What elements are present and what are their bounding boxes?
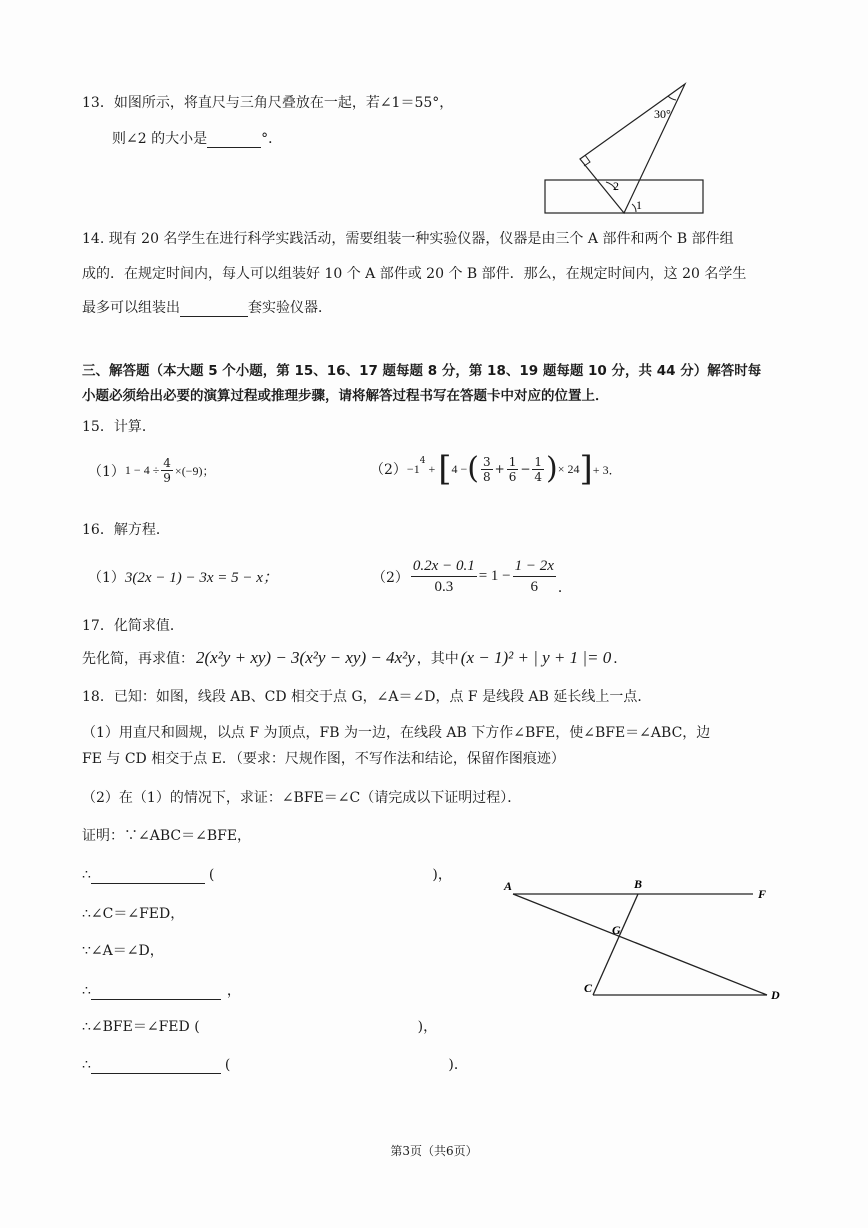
q14-line2: 成的．在规定时间内，每人可以组装好 10 个 A 部件或 20 个 B 部件．那么，在规定时间内，这 20 名学生 (82, 266, 747, 282)
q13-ruler-triangle-figure (540, 78, 710, 220)
q18-proof4 (82, 980, 241, 1000)
q16-frac2 (513, 556, 556, 597)
q16-part1 (88, 566, 278, 587)
q15-frac1 (481, 455, 493, 484)
label-a: A (504, 879, 513, 893)
q15-p1-frac (161, 456, 173, 485)
line-bc (593, 894, 638, 995)
q15-p1-num: 4 (163, 456, 171, 470)
label-d: D (771, 988, 780, 1002)
q18-proof1-blank[interactable] (91, 869, 205, 884)
q15-p1-b: ×(−9)； (174, 464, 215, 478)
q15-part2: （2） −1 $^4$ + [ 4 − ( $\frac{3}{8}$ + $\frac{1}{6}$ − $\frac{1}{4}$ ) × 24 ] + 3． (370, 449, 621, 489)
q15-p2-label: （2） (370, 462, 407, 478)
q18-proof6 (82, 1054, 468, 1074)
q15-part1 (88, 456, 214, 485)
q18-proof5-post: )， (417, 1019, 438, 1035)
q18-proof6-paren-close: )． (448, 1057, 468, 1073)
q18-proof4-therefore: ∴ (82, 983, 91, 999)
q13-line2 (112, 128, 282, 148)
q13-line1: 13．如图所示，将直尺与三角尺叠放在一起，若∠1＝55°， (82, 95, 454, 111)
q16-p1-label: （1） (88, 570, 125, 586)
q15-frac2 (507, 455, 519, 484)
q15-frac2-den: 6 (508, 469, 517, 484)
q15-frac3-num: 1 (534, 454, 543, 469)
line-ad (513, 894, 767, 995)
q15-frac3-den: 4 (534, 469, 543, 484)
q17-title: 17．化简求值． (82, 618, 184, 634)
q18-line3: FE 与 CD 相交于点 E．（要求：尺规作图，不写作法和结论，保留作图痕迹） (82, 751, 565, 767)
q15-bracket-close: ] (579, 449, 593, 489)
q16-frac2-num: 1 − 2x (513, 556, 556, 577)
page-footer: 第3页（共6页） (390, 1144, 478, 1158)
label-f: F (758, 887, 767, 901)
q15-p2-c: 4 − (451, 461, 468, 476)
q15-p1-a: 1 − 4 ÷ (124, 463, 160, 477)
q16-p2-label: （2） (372, 569, 409, 586)
q18-proof1-paren-open: ( (208, 867, 215, 883)
q14-line3 (82, 297, 332, 317)
q15-p2-d: × 24 (557, 461, 580, 476)
q18-proof1-therefore: ∴ (82, 867, 91, 883)
q14-answer-blank[interactable] (180, 302, 248, 317)
q18-proof4-post: ， (226, 983, 241, 999)
section3-line2: 小题必须给出必要的演算过程或推理步骤，请将解答过程书写在答题卡中对应的位置上． (82, 388, 609, 404)
q18-line2: （1）用直尺和圆规，以点 F 为顶点，FB 为一边，在线段 AB 下方作∠BFE，使∠BFE＝∠ABC，边 (82, 725, 711, 741)
q17-end: ． (613, 651, 628, 667)
q14-line3-pre: 最多可以组装出 (82, 300, 180, 316)
q15-title: 15．计算． (82, 419, 156, 435)
q16-frac2-den: 6 (530, 579, 539, 595)
q15-p2-b: + (428, 461, 436, 476)
q16-mid: = 1 − (478, 568, 511, 584)
q18-proof6-paren-open: ( (224, 1057, 231, 1073)
q15-frac1-den: 8 (482, 469, 491, 484)
angle-1-label: 1 (636, 198, 642, 212)
q18-line4: （2）在（1）的情况下，求证：∠BFE＝∠C（请完成以下证明过程）． (82, 790, 522, 806)
q15-bracket-open: [ (438, 449, 452, 489)
q18-proof0: 证明：∵∠ABC＝∠BFE， (82, 828, 252, 844)
q17-cond: (x − 1)² + | y + 1 |= 0 (460, 648, 612, 667)
q17-mid: ，其中 (416, 651, 459, 667)
q13-answer-blank[interactable] (207, 133, 261, 148)
triangle-shape (580, 84, 685, 213)
q13-line2-pre: 则∠2 的大小是 (112, 131, 208, 147)
q16-frac1-den: 0.3 (434, 579, 454, 595)
q15-p1-den: 9 (163, 471, 171, 485)
q17-expr: 2(x²y + xy) − 3(x²y − xy) − 4x²y (196, 648, 415, 667)
q15-frac3 (532, 455, 544, 484)
section3-line1: 三、解答题（本大题 5 个小题，第 15、16、17 题每题 8 分，第 18、19 题每题 10 分，共 44 分）解答时每 (82, 363, 762, 379)
q18-geometry-figure (495, 874, 795, 1006)
q16-title: 16．解方程． (82, 522, 170, 538)
q15-paren-close: ) (546, 451, 558, 486)
q15-frac2-num: 1 (508, 454, 517, 469)
q15-p2-e: + 3． (592, 462, 621, 477)
q15-p2-exp: 4 (419, 456, 426, 466)
q18-proof2: ∴∠C＝∠FED， (82, 906, 185, 922)
label-g: G (612, 923, 621, 937)
q16-frac1-num: 0.2x − 0.1 (411, 556, 477, 577)
q15-p2-a: −1 (406, 461, 420, 476)
q16-end: ． (557, 580, 572, 596)
q16-p1-expr: 3(2x − 1) − 3x = 5 − x； (124, 570, 278, 586)
angle-30-label: 30° (654, 107, 671, 121)
q18-proof6-blank[interactable] (91, 1059, 221, 1074)
q14-line1: 14. 现有 20 名学生在进行科学实践活动，需要组装一种实验仪器，仪器是由三个 A 部件和两个 B 部件组 (82, 231, 734, 247)
q13-line2-post: °． (261, 131, 283, 147)
q18-proof1-paren-close: )， (432, 867, 452, 883)
angle-2-label: 2 (613, 179, 619, 193)
q15-frac1-num: 3 (482, 454, 491, 469)
q16-frac1 (411, 556, 477, 597)
q18-line1: 18．已知：如图，线段 AB、CD 相交于点 G，∠A＝∠D，点 F 是线段 AB 延长线上一点． (82, 689, 652, 705)
q18-proof5-pre: ∴∠BFE＝∠FED ( (82, 1019, 200, 1035)
q18-proof3: ∵∠A＝∠D， (82, 943, 164, 959)
label-c: C (584, 981, 593, 995)
q14-line3-post: 套实验仪器． (248, 300, 332, 316)
q17-body (82, 648, 627, 668)
q18-proof1 (82, 864, 452, 884)
q17-pre: 先化简，再求值： (82, 651, 194, 667)
q16-part2 (372, 556, 572, 597)
q18-proof4-blank[interactable] (91, 985, 221, 1000)
q15-paren-open: ( (467, 451, 479, 486)
angle-30-arc (668, 96, 676, 100)
label-b: B (634, 877, 643, 891)
ruler-shape (545, 180, 703, 213)
q18-proof6-therefore: ∴ (82, 1057, 91, 1073)
q18-proof5 (82, 1016, 437, 1036)
q15-p1-label: （1） (88, 463, 125, 480)
